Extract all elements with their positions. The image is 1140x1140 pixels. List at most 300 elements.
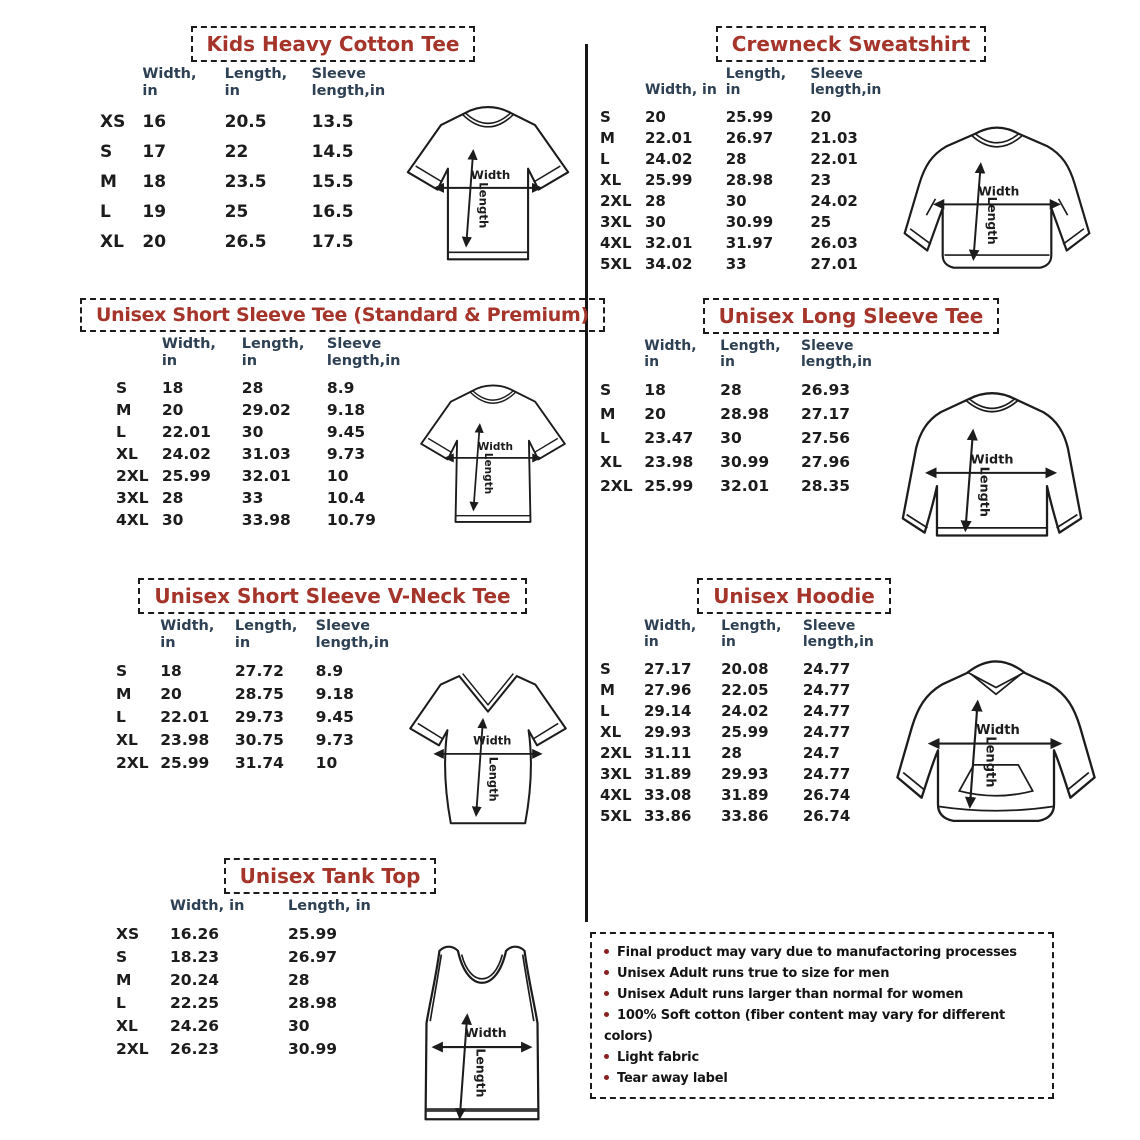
size-value: 10: [315, 753, 338, 772]
size-label: 5XL: [600, 806, 632, 825]
size-value: 18: [644, 381, 666, 400]
size-label: L: [100, 202, 111, 223]
width-arrow-label: Width: [978, 184, 1020, 199]
size-value: 8.9: [326, 379, 355, 398]
size-row: [112, 1038, 402, 1061]
size-value: 31.97: [725, 233, 774, 252]
size-value: 28.98: [288, 994, 338, 1013]
size-row: [112, 969, 402, 992]
size-value: 23.47: [644, 429, 694, 448]
size-row: [596, 742, 880, 763]
size-value: 17.5: [311, 232, 354, 253]
section-crewneck-sweatshirt: [596, 26, 1106, 288]
size-value: 22.01: [810, 149, 858, 168]
size-value: 9.73: [326, 445, 366, 464]
size-value: 28: [644, 191, 666, 210]
size-value: 24.77: [802, 722, 851, 741]
size-value: 26.93: [800, 381, 851, 400]
title-row: [596, 578, 992, 614]
size-value: 31.89: [643, 764, 692, 783]
size-row: [596, 378, 878, 402]
size-column-header: [596, 66, 641, 106]
size-label: M: [100, 172, 117, 193]
size-value: 24.02: [810, 191, 858, 210]
size-value: 29.93: [643, 722, 692, 741]
sleeve-column-header: Sleeve length,in: [311, 66, 386, 99]
size-value: 18: [161, 379, 184, 398]
size-value: 26.74: [802, 806, 851, 825]
size-value: 25.99: [725, 107, 774, 126]
tshirt-drawing: [392, 92, 584, 275]
size-label: S: [600, 107, 611, 126]
title-row: [80, 858, 580, 894]
size-value: 33.98: [241, 511, 291, 530]
title-row: [82, 26, 584, 62]
size-label: 5XL: [600, 254, 632, 273]
size-value: 8.9: [315, 661, 344, 680]
size-label: 2XL: [600, 191, 632, 210]
size-value: 31.11: [643, 743, 692, 762]
sleeve-column-header: Sleeve length,in: [810, 66, 882, 99]
size-label: L: [600, 149, 610, 168]
size-row: [112, 682, 395, 705]
size-value: 29.02: [241, 401, 291, 420]
size-value: 24.02: [644, 149, 693, 168]
note-item: Tear away label: [604, 1068, 1040, 1089]
size-row: [112, 509, 407, 531]
size-value: 28.75: [234, 684, 284, 703]
size-table-hoodie: [596, 618, 880, 826]
size-label: 4XL: [116, 511, 149, 530]
section-title: Kids Heavy Cotton Tee: [191, 26, 476, 62]
size-value: 20: [161, 401, 184, 420]
sleeve-column-header: Sleeve length,in: [802, 618, 874, 651]
length-arrow-label: Length: [482, 452, 495, 495]
size-value: 27.96: [643, 680, 692, 699]
size-value: 24.77: [802, 659, 851, 678]
long-sleeve-illustration: [878, 378, 1106, 567]
size-row: [596, 148, 888, 169]
size-value: 29.14: [643, 701, 692, 720]
size-value: 28.35: [800, 477, 851, 496]
size-value: 18.23: [170, 948, 220, 967]
tshirt-illustration: [392, 92, 584, 279]
size-row: [596, 402, 878, 426]
size-value: 30.99: [725, 212, 774, 231]
size-label: XL: [600, 453, 622, 472]
width-column-header: Width, in: [644, 338, 697, 371]
size-label: XS: [116, 925, 140, 944]
size-value: 31.89: [721, 785, 769, 804]
size-value: 9.45: [326, 423, 366, 442]
size-value: 28: [288, 971, 310, 990]
size-value: 20.08: [721, 659, 769, 678]
size-label: L: [600, 701, 610, 720]
size-value: 18: [160, 661, 182, 680]
size-value: 20: [810, 107, 832, 126]
size-value: 32.01: [241, 467, 291, 486]
size-row: [596, 211, 888, 232]
size-label: M: [116, 971, 132, 990]
size-row: [112, 377, 407, 399]
size-label: 2XL: [116, 1040, 149, 1059]
width-column-header: Width, in: [170, 898, 245, 914]
size-label: L: [600, 429, 610, 448]
size-row: [112, 399, 407, 421]
size-label: S: [116, 948, 128, 967]
note-item: Light fabric: [604, 1047, 1040, 1068]
size-label: S: [600, 381, 612, 400]
size-value: 29.73: [234, 707, 284, 726]
size-value: 31.03: [241, 445, 291, 464]
size-row: [96, 107, 392, 137]
size-value: 32.01: [644, 233, 693, 252]
length-column-header: Length, in: [725, 66, 787, 99]
section-title: Unisex Tank Top: [224, 858, 437, 894]
size-row: [596, 253, 888, 274]
size-label: L: [116, 707, 126, 726]
title-row: [80, 298, 589, 332]
size-row: [112, 946, 402, 969]
size-value: 24.7: [802, 743, 840, 762]
size-label: S: [100, 142, 113, 163]
size-label: XL: [116, 730, 138, 749]
size-label: XS: [100, 112, 126, 133]
size-label: 2XL: [116, 753, 149, 772]
length-column-header: Length, in: [720, 338, 781, 371]
size-row: [596, 450, 878, 474]
size-value: 28: [721, 743, 742, 762]
size-value: 30: [288, 1017, 310, 1036]
section-kids-heavy-cotton-tee: [82, 26, 584, 279]
size-value: 22: [224, 142, 249, 163]
size-column-header: [112, 336, 158, 377]
size-row: [112, 705, 395, 728]
size-value: 20: [160, 684, 182, 703]
size-label: 4XL: [600, 233, 632, 252]
size-row: [596, 700, 880, 721]
size-value: 31.74: [234, 753, 284, 772]
size-value: 33.08: [643, 785, 692, 804]
size-row: [96, 227, 392, 257]
size-row: [596, 763, 880, 784]
size-label: XL: [100, 232, 124, 253]
size-label: M: [600, 680, 615, 699]
size-label: M: [600, 128, 615, 147]
size-value: 16.5: [311, 202, 354, 223]
size-value: 27.01: [810, 254, 858, 273]
size-row: [596, 190, 888, 211]
size-value: 20.5: [224, 112, 267, 133]
size-value: 27.96: [800, 453, 851, 472]
size-label: 4XL: [600, 785, 632, 804]
size-label: XL: [116, 1017, 138, 1036]
width-arrow-label: Width: [473, 733, 512, 748]
size-value: 28.98: [725, 170, 774, 189]
size-row: [112, 751, 395, 774]
size-row: [112, 443, 407, 465]
size-row: [596, 679, 880, 700]
size-value: 25.99: [161, 467, 211, 486]
size-value: 30: [644, 212, 666, 231]
size-value: 25.99: [721, 722, 769, 741]
width-column-header: Width, in: [160, 618, 215, 651]
size-value: 20.24: [170, 971, 220, 990]
size-label: 3XL: [116, 489, 149, 508]
size-row: [112, 421, 407, 443]
size-table-kids-tee: [96, 66, 392, 257]
size-value: 24.02: [721, 701, 769, 720]
width-column-header: Width, in: [644, 82, 717, 99]
length-column-header: Length, in: [288, 898, 371, 914]
size-label: M: [116, 401, 132, 420]
size-value: 14.5: [311, 142, 354, 163]
size-value: 22.25: [170, 994, 220, 1013]
size-value: 28: [161, 489, 184, 508]
size-row: [112, 659, 395, 682]
size-label: S: [116, 379, 128, 398]
title-row: [596, 26, 1106, 62]
size-row: [112, 728, 395, 751]
section-vneck-tee: [80, 578, 585, 840]
size-row: [112, 1015, 402, 1038]
tee-drawing: [407, 372, 579, 536]
size-value: 9.73: [315, 730, 354, 749]
section-unisex-short-sleeve-tee: [80, 298, 589, 540]
length-arrow-label: Length: [486, 756, 501, 802]
size-value: 10.79: [326, 511, 376, 530]
size-label: 3XL: [600, 764, 632, 783]
length-column-header: Length, in: [721, 618, 782, 651]
size-column-header: [596, 618, 640, 658]
size-row: [96, 167, 392, 197]
width-column-header: Width, in: [643, 618, 697, 651]
size-value: 28: [725, 149, 747, 168]
size-value: 28: [720, 381, 742, 400]
size-column-header: [596, 338, 640, 378]
size-label: XL: [600, 722, 622, 741]
length-arrow-label: Length: [473, 1048, 489, 1098]
size-label: 2XL: [600, 743, 632, 762]
size-label: XL: [116, 445, 138, 464]
size-value: 23.98: [160, 730, 210, 749]
size-row: [96, 197, 392, 227]
size-value: 23.98: [644, 453, 694, 472]
size-row: [596, 721, 880, 742]
hoodie-illustration: [880, 644, 1112, 851]
size-column-header: [96, 66, 138, 107]
size-value: 33: [725, 254, 747, 273]
size-value: 32.01: [720, 477, 770, 496]
width-arrow-label: Width: [470, 168, 511, 183]
size-value: 16: [142, 112, 167, 133]
size-value: 33.86: [721, 806, 769, 825]
size-value: 30.99: [720, 453, 770, 472]
size-value: 16.26: [170, 925, 220, 944]
width-arrow-label: Width: [976, 722, 1020, 738]
size-label: L: [116, 994, 126, 1013]
size-value: 22.01: [644, 128, 693, 147]
section-unisex-long-sleeve-tee: [596, 298, 1106, 567]
size-value: 25.99: [160, 753, 210, 772]
size-value: 15.5: [311, 172, 354, 193]
size-table-vneck: [112, 618, 395, 774]
length-column-header: Length, in: [234, 618, 298, 651]
size-table-unisex-short-sleeve: [112, 336, 407, 531]
size-value: 25.99: [288, 925, 338, 944]
size-row: [596, 474, 878, 498]
width-column-header: Width, in: [142, 66, 197, 99]
sleeve-column-header: Sleeve length,in: [315, 618, 390, 651]
size-column-header: [112, 618, 156, 659]
hoodie-drawing: [880, 644, 1112, 847]
sleeve-column-header: Sleeve length,in: [800, 338, 873, 371]
length-column-header: Length, in: [224, 66, 288, 99]
size-value: 20: [644, 107, 666, 126]
size-value: 22.05: [721, 680, 769, 699]
section-title: Crewneck Sweatshirt: [716, 26, 986, 62]
section-title: Unisex Long Sleeve Tee: [703, 298, 1000, 334]
notes-list: [604, 942, 1040, 1089]
section-unisex-tank-top: [80, 858, 580, 1139]
size-value: 24.77: [802, 680, 851, 699]
size-row: [112, 487, 407, 509]
length-arrow-label: Length: [982, 736, 998, 788]
size-row: [596, 127, 888, 148]
size-value: 24.26: [170, 1017, 220, 1036]
size-value: 27.72: [234, 661, 284, 680]
size-value: 26.5: [224, 232, 267, 253]
tank-top-illustration: [408, 936, 556, 1139]
size-label: L: [116, 423, 126, 442]
size-value: 33: [241, 489, 264, 508]
size-value: 27.17: [800, 405, 851, 424]
size-value: 25.99: [644, 477, 694, 496]
tee-illustration: [407, 372, 579, 540]
section-unisex-hoodie: [596, 578, 1112, 851]
size-row: [596, 426, 878, 450]
size-row: [112, 923, 402, 946]
width-column-header: Width, in: [161, 336, 216, 369]
size-value: 30: [161, 511, 184, 530]
sweatshirt-drawing: [888, 112, 1106, 284]
size-value: 13.5: [311, 112, 354, 133]
size-row: [96, 137, 392, 167]
size-value: 30.75: [234, 730, 284, 749]
size-label: 3XL: [600, 212, 632, 231]
column-divider-line: [585, 44, 588, 922]
size-row: [596, 805, 880, 826]
size-row: [596, 169, 888, 190]
vneck-drawing: [395, 654, 581, 836]
size-table-crewneck: [596, 66, 888, 274]
size-column-header: [112, 898, 166, 923]
size-value: 30: [720, 429, 742, 448]
size-value: 25: [810, 212, 832, 231]
product-notes-box: [590, 932, 1054, 1099]
size-value: 26.23: [170, 1040, 220, 1059]
size-value: 25: [224, 202, 249, 223]
tank-top-drawing: [408, 936, 556, 1135]
sleeve-column-header: Sleeve length,in: [326, 336, 401, 369]
size-value: 26.97: [288, 948, 338, 967]
section-title: Unisex Short Sleeve Tee (Standard & Premium): [80, 298, 605, 332]
size-value: 33.86: [643, 806, 692, 825]
size-value: 25.99: [644, 170, 693, 189]
note-item: Unisex Adult runs true to size for men: [604, 963, 1040, 984]
size-row: [112, 992, 402, 1015]
size-value: 24.02: [161, 445, 211, 464]
width-arrow-label: Width: [464, 1024, 507, 1040]
section-title: Unisex Hoodie: [697, 578, 891, 614]
size-label: 2XL: [116, 467, 149, 486]
size-value: 23: [810, 170, 832, 189]
size-row: [596, 106, 888, 127]
size-value: 22.01: [160, 707, 210, 726]
size-row: [112, 465, 407, 487]
size-value: 10.4: [326, 489, 366, 508]
size-value: 34.02: [644, 254, 693, 273]
size-value: 26.03: [810, 233, 858, 252]
section-title: Unisex Short Sleeve V-Neck Tee: [138, 578, 526, 614]
title-row: [80, 578, 585, 614]
size-label: S: [116, 661, 128, 680]
size-value: 27.17: [643, 659, 692, 678]
size-label: S: [600, 659, 611, 678]
size-row: [596, 232, 888, 253]
size-value: 28.98: [720, 405, 770, 424]
note-item: 100% Soft cotton (fiber content may vary for different colors): [604, 1005, 1040, 1047]
size-value: 18: [142, 172, 167, 193]
size-value: 21.03: [810, 128, 858, 147]
length-column-header: Length, in: [241, 336, 305, 369]
size-row: [596, 784, 880, 805]
length-arrow-label: Length: [476, 182, 491, 229]
size-value: 23.5: [224, 172, 267, 193]
size-value: 20: [142, 232, 167, 253]
size-row: [596, 658, 880, 679]
vneck-illustration: [395, 654, 581, 840]
size-value: 10: [326, 467, 349, 486]
length-arrow-label: Length: [984, 196, 999, 245]
long-sleeve-drawing: [878, 378, 1106, 563]
size-table-tank-top: [112, 898, 402, 1061]
size-label: XL: [600, 170, 622, 189]
title-row: [596, 298, 1106, 334]
size-value: 26.74: [802, 785, 851, 804]
size-value: 9.18: [315, 684, 354, 703]
size-value: 28: [241, 379, 264, 398]
size-label: M: [600, 405, 616, 424]
size-value: 19: [142, 202, 167, 223]
note-item: Unisex Adult runs larger than normal for women: [604, 984, 1040, 1005]
size-label: M: [116, 684, 132, 703]
width-arrow-label: Width: [970, 452, 1014, 468]
size-value: 27.56: [800, 429, 851, 448]
size-value: 26.97: [725, 128, 774, 147]
size-value: 29.93: [721, 764, 769, 783]
size-value: 30: [725, 191, 747, 210]
note-item: Final product may vary due to manufactoring processes: [604, 942, 1040, 963]
size-value: 9.18: [326, 401, 366, 420]
size-value: 20: [644, 405, 666, 424]
size-value: 24.77: [802, 701, 851, 720]
width-arrow-label: Width: [477, 441, 513, 454]
size-value: 9.45: [315, 707, 354, 726]
size-value: 17: [142, 142, 167, 163]
size-value: 24.77: [802, 764, 851, 783]
sweatshirt-illustration: [888, 112, 1106, 288]
